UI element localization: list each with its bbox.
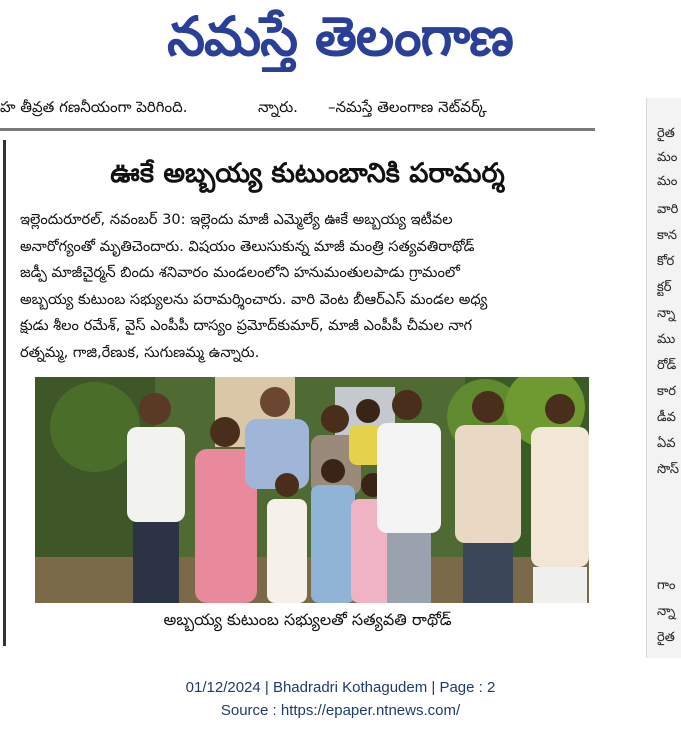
adjacent-column-text: సొస్	[657, 462, 679, 477]
adjacent-column-text: క్టర్	[657, 280, 672, 295]
adjacent-column-text: మం	[657, 174, 678, 189]
adjacent-column-text: మం	[657, 150, 678, 165]
adjacent-column-text: వారి	[657, 202, 679, 217]
adjacent-column-text: కాన	[657, 228, 677, 243]
adjacent-column-text: ఏవ	[657, 436, 676, 451]
footer	[0, 676, 681, 722]
ticker-strip	[0, 98, 595, 124]
article-headline: ఊకే అబ్బయ్య కుటుంబానికి పరామర్శ	[110, 158, 505, 189]
photo-caption: అబ్బయ్య కుటుంబ సభ్యులతో సత్యవతి రాథోడ్	[163, 610, 452, 629]
article-line: రత్నమ్మ, గాజి,రేణుక, సుగుణమ్మ ఉన్నారు.	[20, 343, 260, 361]
ticker-left-text: హ తీవ్రత గణనీయంగా పెరిగింది.	[0, 98, 188, 116]
ticker-byline: –నమస్తే తెలంగాణ నెట్‌వర్క్	[328, 98, 487, 116]
adjacent-column-text: న్నా	[657, 604, 676, 619]
masthead	[0, 0, 681, 78]
adjacent-column-text: ము	[657, 332, 676, 347]
article-line: క్షుడు శీలం రమేశ్, వైస్ ఎంపీపీ దాస్యం ప్రమోద్‌కుమార్, మాజీ ఎంపీపీ చీమల నాగ	[20, 317, 473, 334]
article-line: ఇల్లెందురూరల్, నవంబర్ 30: ఇల్లెందు మాజీ ఎమ్మెల్యే ఊకే అబ్బయ్య ఇటీవల	[20, 211, 453, 228]
adjacent-column-text: రోడ్	[657, 358, 677, 373]
news-photo	[35, 377, 589, 603]
article-line: అనారోగ్యంతో మృతిచెందారు. విషయం తెలుసుకున్న మాజీ మంత్రి సత్యవతిరాథోడ్	[20, 237, 475, 255]
article-line: జడ్పీ మాజీచైర్మన్ బిందు శనివారం మండలంలోని హనుమంతులపాడు గ్రామంలో	[20, 264, 460, 281]
header-rule	[0, 128, 595, 131]
article-body	[20, 207, 593, 366]
adjacent-column-text: కార	[657, 384, 676, 399]
adjacent-column-text: డీవ	[657, 410, 676, 425]
newspaper-logo: నమస్తే తెలంగాణ	[167, 5, 513, 68]
column-divider	[3, 140, 6, 646]
adjacent-column-text: రైత	[657, 126, 675, 141]
footer-source-link[interactable]: Source : https://epaper.ntnews.com/	[220, 702, 461, 719]
ticker-mid-text: న్నారు.	[258, 98, 298, 116]
footer-edition-info: 01/12/2024 | Bhadradri Kothagudem | Page : 2	[185, 679, 496, 696]
adjacent-column	[646, 98, 681, 658]
adjacent-column-text: గాం	[657, 578, 676, 593]
adjacent-column-text: న్నా	[657, 306, 676, 321]
adjacent-column-text: రైత	[657, 630, 675, 645]
group-photo-illustration	[35, 377, 589, 603]
adjacent-column-text: కోర	[657, 254, 675, 269]
article-line: అబ్బయ్య కుటుంబ సభ్యులను పరామర్శించారు. వారి వెంట బీఆర్‌ఎస్ మండల అధ్య	[20, 290, 488, 308]
